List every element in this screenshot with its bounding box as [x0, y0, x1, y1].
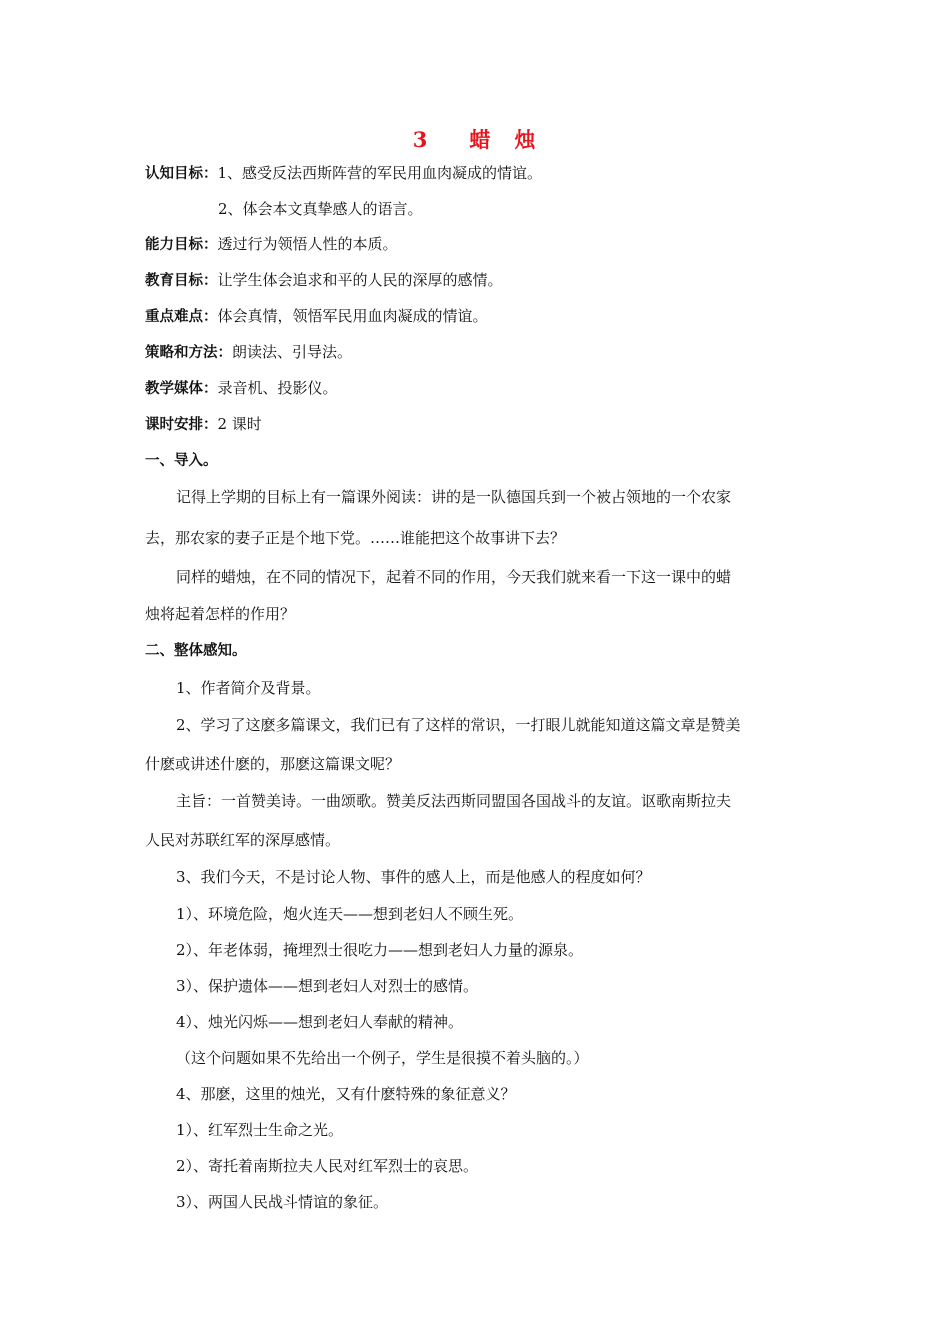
meta-schedule [145, 413, 825, 436]
meta-cognitive-goal-2 [218, 198, 898, 220]
item3-sub-4: 4）、烛光闪烁——想到老妇人奉献的精神。 [176, 1013, 464, 1031]
meta-text: 朗读法、引导法。 [232, 343, 353, 361]
item4-sub-1: 1）、红军烈士生命之光。 [176, 1121, 344, 1139]
meta-text: 2、体会本文真挚感人的语言。 [218, 200, 423, 218]
teacher-note: （这个问题如果不先给出一个例子，学生是很摸不着头脑的。） [176, 1049, 589, 1067]
intro-paragraph-1-line-1: 记得上学期的目标上有一篇课外阅读：讲的是一队德国兵到一个被占领地的一个农家 [176, 488, 732, 506]
meta-text: 体会真情，领悟军民用血肉凝成的情谊。 [217, 307, 488, 325]
meta-label: 能力目标： [145, 237, 218, 253]
item3-sub-1: 1）、环境危险，炮火连天——想到老妇人不顾生死。 [176, 905, 524, 923]
item3-sub-2: 2）、年老体弱，掩埋烈士很吃力——想到老妇人力量的源泉。 [176, 941, 584, 959]
meta-label: 策略和方法： [145, 345, 232, 361]
perception-item-3: 3、我们今天，不是讨论人物、事件的感人上，而是他感人的程度如何？ [176, 868, 651, 886]
meta-label: 重点难点： [145, 309, 218, 325]
meta-text: 1、感受反法西斯阵营的军民用血肉凝成的情谊。 [217, 164, 543, 182]
meta-ability-goal [145, 233, 825, 256]
title-char-2: 烛 [514, 127, 538, 152]
theme-line-2: 人民对苏联红军的深厚感情。 [145, 831, 341, 849]
intro-paragraph-1-line-2: 去，那农家的妻子正是个地下党。……谁能把这个故事讲下去？ [145, 529, 566, 547]
item4-sub-2: 2）、寄托着南斯拉夫人民对红军烈士的哀思。 [176, 1157, 479, 1175]
perception-item-1: 1、作者简介及背景。 [176, 679, 321, 697]
theme-line-1: 主旨：一首赞美诗。一曲颂歌。赞美反法西斯同盟国各国战斗的友谊。讴歌南斯拉夫 [176, 792, 732, 810]
perception-item-2-line-2: 什麽或讲述什麽的，那麽这篇课文呢？ [145, 755, 401, 773]
item4-sub-3: 3）、两国人民战斗情谊的象征。 [176, 1193, 389, 1211]
perception-item-4: 4、那麽，这里的烛光，又有什麽特殊的象征意义？ [176, 1085, 516, 1103]
intro-paragraph-2-line-1: 同样的蜡烛，在不同的情况下，起着不同的作用，今天我们就来看一下这一课中的蜡 [176, 568, 732, 586]
meta-label: 教学媒体： [145, 381, 218, 397]
meta-cognitive-goal [145, 162, 825, 185]
meta-text: 录音机、投影仪。 [217, 379, 338, 397]
meta-text: 2 课时 [217, 415, 262, 433]
section-heading-intro: 一、导入。 [145, 453, 218, 469]
meta-text: 让学生体会追求和平的人民的深厚的感情。 [217, 271, 503, 289]
item3-sub-3: 3）、保护遗体——想到老妇人对烈士的感情。 [176, 977, 479, 995]
meta-education-goal [145, 269, 825, 292]
meta-label: 教育目标： [145, 273, 218, 289]
meta-label: 课时安排： [145, 417, 218, 433]
meta-text: 透过行为领悟人性的本质。 [217, 235, 398, 253]
meta-strategy [145, 341, 825, 364]
lesson-title [0, 124, 950, 154]
title-char-1: 蜡 [469, 127, 493, 152]
meta-key-points [145, 305, 825, 328]
perception-item-2-line-1: 2、学习了这麽多篇课文，我们已有了这样的常识，一打眼儿就能知道这篇文章是赞美 [176, 716, 741, 734]
lesson-number: 3 [412, 127, 430, 152]
meta-media [145, 377, 825, 400]
section-heading-perception: 二、整体感知。 [145, 643, 247, 659]
intro-paragraph-2-line-2: 烛将起着怎样的作用？ [145, 605, 296, 623]
meta-label: 认知目标： [145, 166, 218, 182]
